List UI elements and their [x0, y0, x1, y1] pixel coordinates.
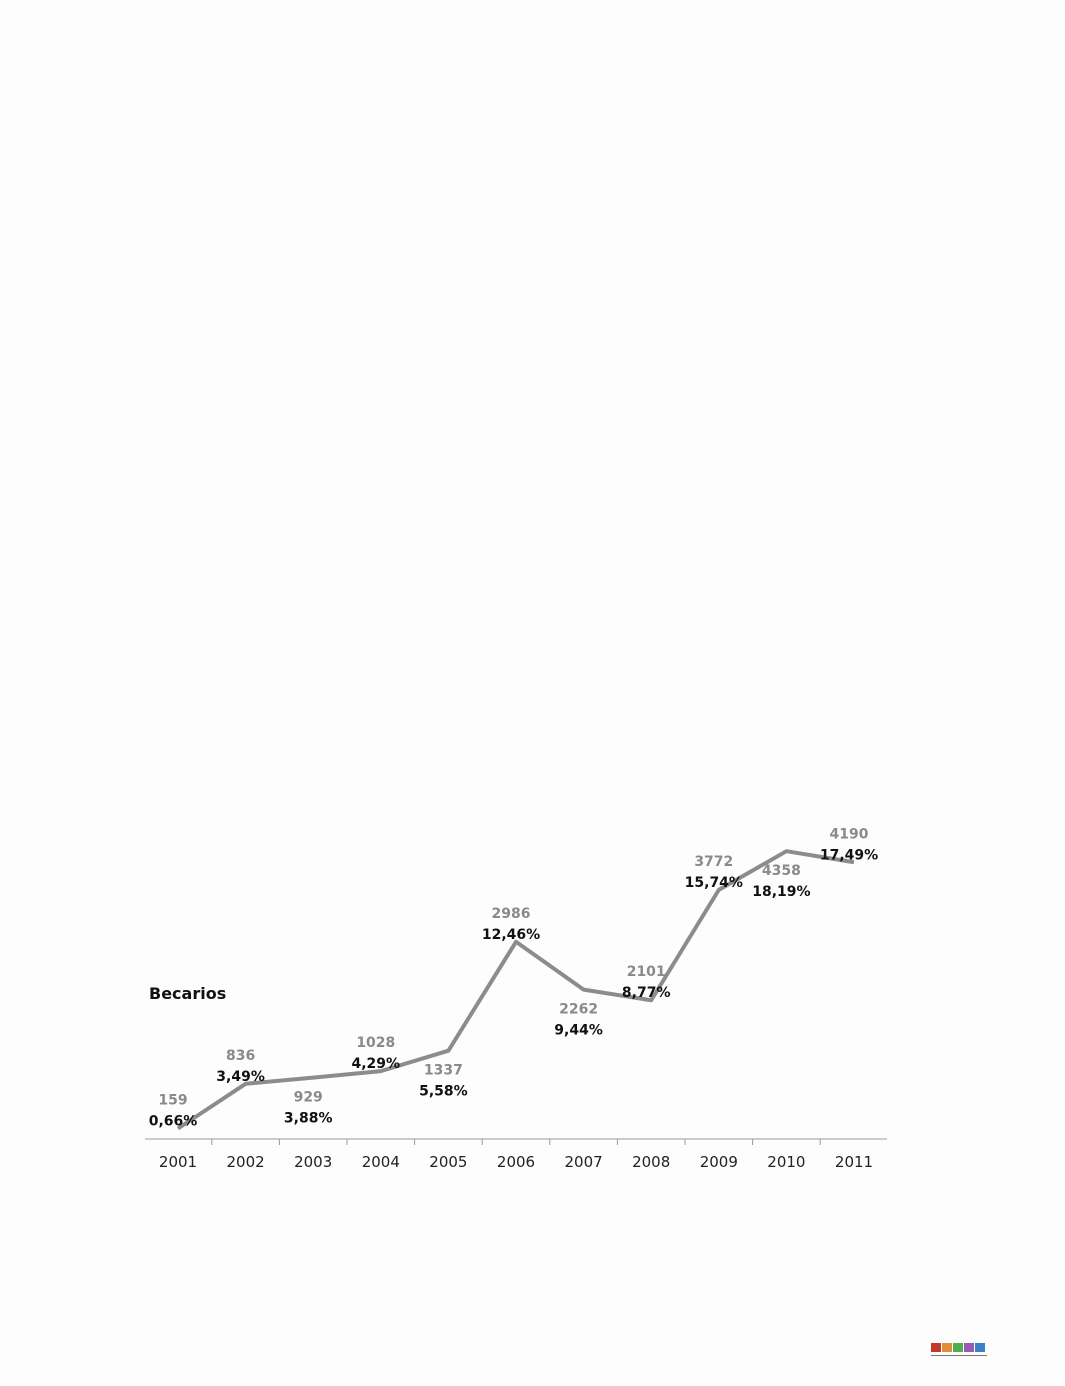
x-tick-label: 2010: [767, 1153, 806, 1171]
data-label-count: 3772: [694, 853, 734, 870]
data-label-count: 2262: [559, 1001, 599, 1018]
data-label-count: 159: [158, 1092, 188, 1109]
x-tick-label: 2003: [294, 1153, 333, 1171]
data-label-percent: 15,74%: [684, 874, 743, 891]
x-tick-label: 2009: [699, 1153, 738, 1171]
data-label-count: 929: [293, 1089, 323, 1106]
x-tick-label: 2008: [632, 1153, 671, 1171]
logo-square: [953, 1343, 963, 1352]
data-label-count: 2101: [626, 964, 666, 981]
x-tick-label: 2001: [158, 1153, 198, 1171]
data-label-percent: 12,46%: [481, 926, 541, 943]
x-tick-label: 2006: [496, 1153, 536, 1171]
x-tick-label: 2005: [429, 1153, 468, 1171]
data-label-count: 2986: [491, 905, 531, 922]
data-label-percent: 3,49%: [216, 1068, 265, 1085]
data-label-percent: 0,66%: [148, 1113, 198, 1130]
data-label-count: 1337: [423, 1062, 463, 1079]
data-label-percent: 5,58%: [419, 1083, 468, 1100]
logo-square: [931, 1343, 941, 1352]
logo-underline: [931, 1355, 987, 1356]
chart-title: Becarios: [149, 984, 227, 1003]
data-label-percent: 8,77%: [621, 985, 671, 1002]
x-tick-label: 2002: [226, 1153, 265, 1171]
x-tick-label: 2011: [834, 1153, 874, 1171]
data-label-percent: 3,88%: [283, 1110, 333, 1127]
data-label-count: 836: [225, 1047, 256, 1064]
data-label-count: 4190: [829, 826, 869, 843]
logo-square: [975, 1343, 985, 1352]
data-label-count: 4358: [761, 863, 801, 880]
logo-square: [964, 1343, 974, 1352]
data-label-percent: 4,29%: [351, 1056, 401, 1073]
x-tick-label: 2004: [361, 1153, 400, 1171]
logo-color-squares: [931, 1343, 985, 1352]
logo-square: [942, 1343, 952, 1352]
data-label-percent: 17,49%: [819, 847, 879, 864]
data-label-percent: 18,19%: [752, 884, 811, 901]
data-label-count: 1028: [356, 1035, 396, 1052]
x-tick-label: 2007: [564, 1153, 603, 1171]
data-label-percent: 9,44%: [554, 1022, 603, 1039]
